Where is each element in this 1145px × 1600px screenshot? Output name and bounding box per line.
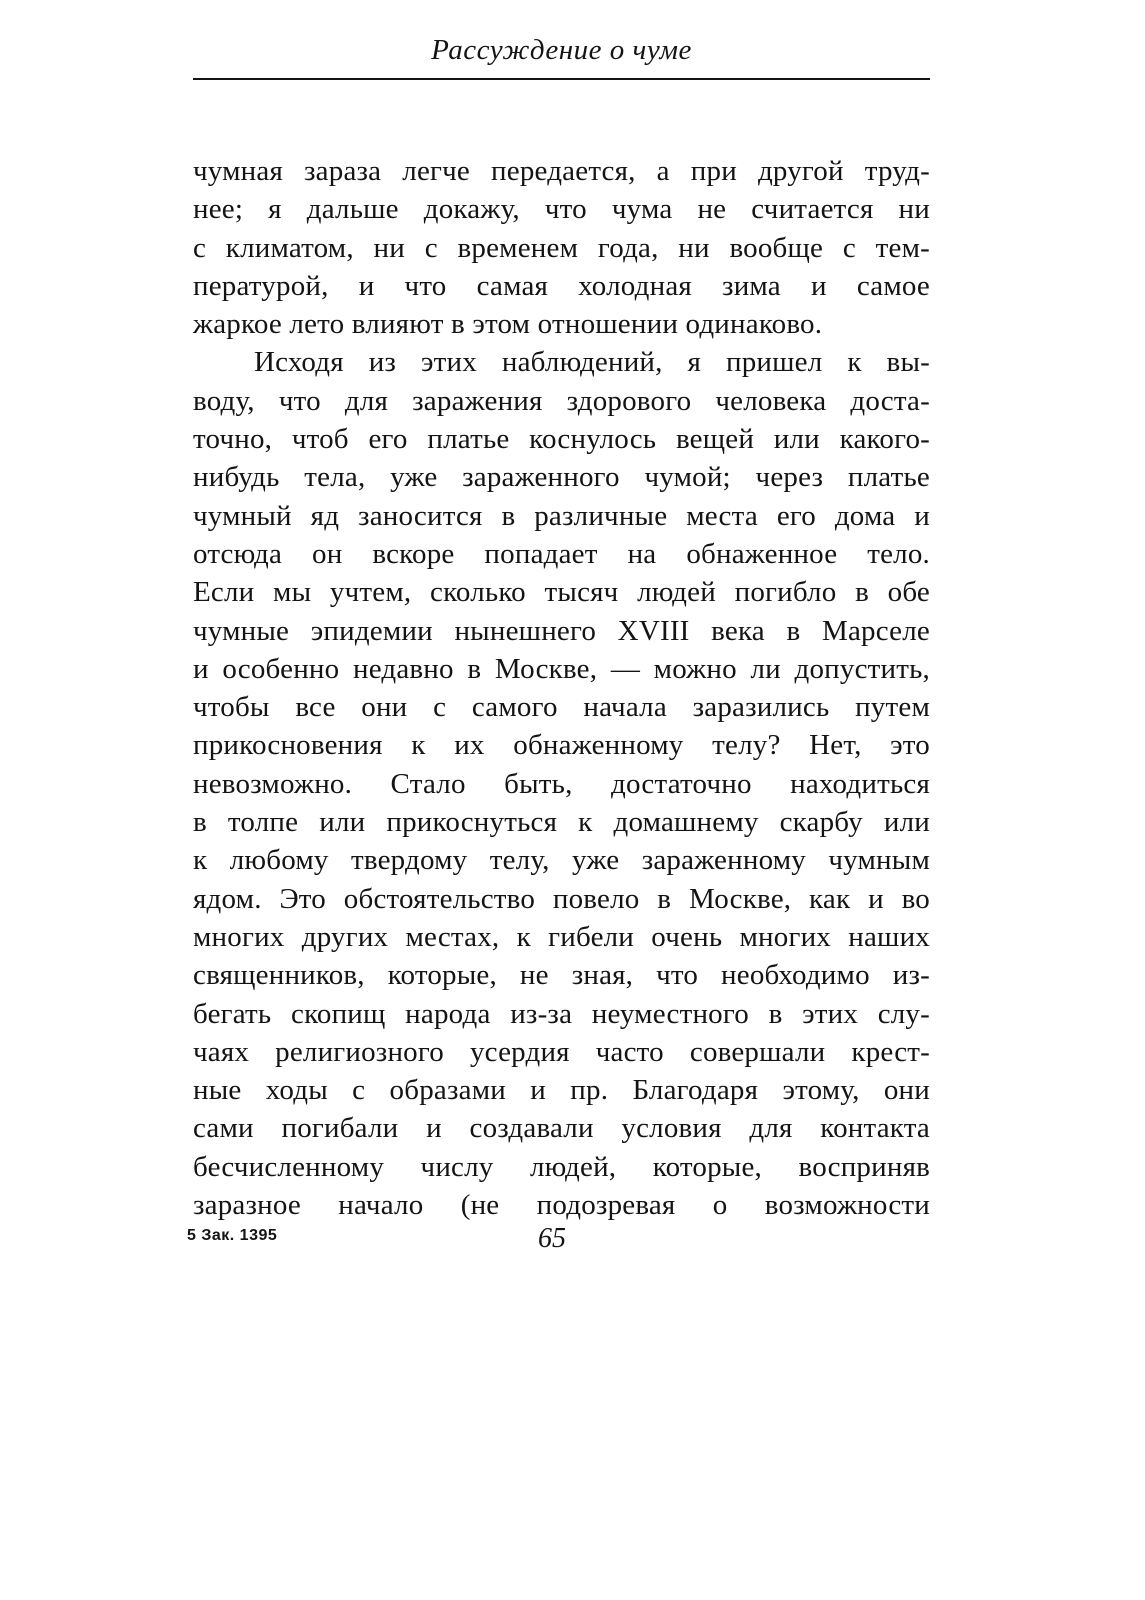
text-line: священников, которые, не зная, что необходимо из- xyxy=(193,959,930,992)
paragraph-first-line: Исходя из этих наблюдений, я пришел к вы- xyxy=(254,346,930,379)
text-line: невозможно. Стало быть, достаточно находиться xyxy=(193,767,930,800)
running-header: Рассуждение о чуме xyxy=(431,34,692,66)
text-line: воду, что для заражения здорового человека доста- xyxy=(193,384,930,417)
text-line: и особенно недавно в Москве, — можно ли допустить, xyxy=(193,652,930,685)
text-line: чтобы все они с самого начала заразились путем xyxy=(193,691,930,724)
text-line: отсюда он вскоре попадает на обнаженное тело. xyxy=(193,537,930,570)
text-line: нибудь тела, уже зараженного чумой; через платье xyxy=(193,461,930,494)
printer-signature: 5 Зак. 1395 xyxy=(187,1227,278,1244)
text-line: прикосновения к их обнаженному телу? Нет, это xyxy=(193,729,930,762)
text-line: жаркое лето влияют в этом отношении одинаково. xyxy=(193,308,823,341)
text-line: чумные эпидемии нынешнего XVIII века в Марселе xyxy=(193,614,930,647)
text-line: многих других местах, к гибели очень многих наших xyxy=(193,920,930,953)
text-line: ядом. Это обстоятельство повело в Москве, как и во xyxy=(193,882,930,915)
text-line: ные ходы с образами и пр. Благодаря этому, они xyxy=(193,1074,930,1107)
text-line: нее; я дальше докажу, что чума не считается ни xyxy=(193,193,930,226)
text-line: Если мы учтем, сколько тысяч людей погибло в обе xyxy=(193,576,930,609)
text-line: к любому твердому телу, уже зараженному чумным xyxy=(193,844,930,877)
text-line: чумный яд заносится в различные места его дома и xyxy=(193,499,930,532)
text-line: с климатом, ни с временем года, ни вообще с тем- xyxy=(193,231,930,264)
text-line: пературой, и что самая холодная зима и самое xyxy=(193,269,930,302)
text-line: в толпе или прикоснуться к домашнему скарбу или xyxy=(193,806,930,839)
text-line: чумная зараза легче передается, а при другой труд- xyxy=(193,155,930,187)
text-line: заразное начало (не подозревая о возможности xyxy=(193,1189,930,1222)
text-line: бегать скопищ народа из-за неуместного в этих слу- xyxy=(193,997,930,1030)
text-line: точно, чтоб его платье коснулось вещей или какого- xyxy=(193,423,930,456)
body-text xyxy=(193,152,930,1224)
text-line: бесчисленному числу людей, которые, восприняв xyxy=(193,1150,930,1183)
text-line: чаях религиозного усердия часто совершали крест- xyxy=(193,1035,930,1068)
header-rule xyxy=(193,78,930,80)
page-number: 65 xyxy=(538,1223,566,1254)
text-line: сами погибали и создавали условия для контакта xyxy=(193,1112,930,1145)
